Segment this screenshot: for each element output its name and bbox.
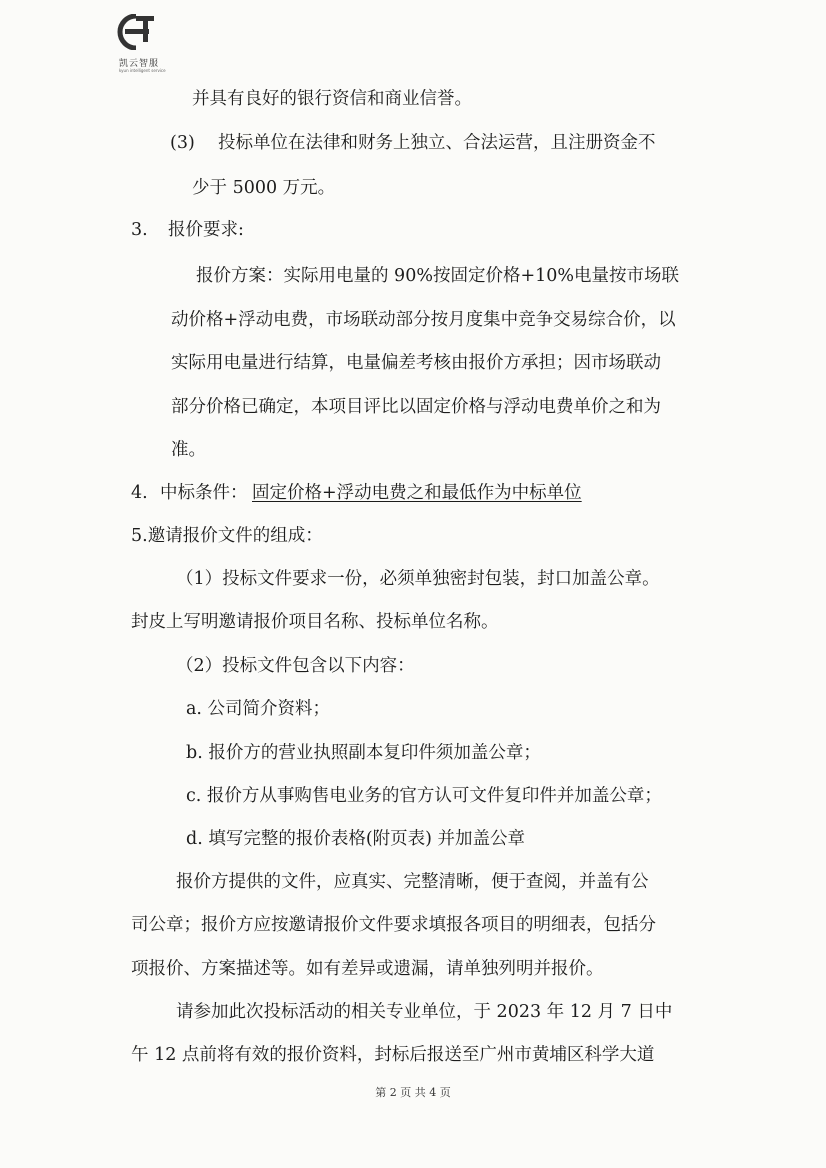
text-line: 动价格+浮动电费，市场联动部分按月度集中竞争交易综合价，以: [171, 310, 676, 330]
text-line: 并具有良好的银行资信和商业信誉。: [192, 89, 472, 109]
text-line: 封皮上写明邀请报价项目名称、投标单位名称。: [131, 612, 499, 632]
text-line: 准。: [171, 440, 206, 460]
logo-name-en: kyun intelligent service: [119, 68, 166, 73]
text-line: 投标单位在法律和财务上独立、合法运营，且注册资金不: [218, 133, 656, 153]
text-line: 司公章；报价方应按邀请报价文件要求填报各项目的明细表，包括分: [131, 915, 656, 935]
text-line: 报价方案：实际用电量的 90%按固定价格+10%电量按市场联: [196, 266, 680, 286]
company-logo: [116, 14, 172, 73]
logo-name-cn: 凯云智服: [119, 59, 160, 69]
list-item: a. 公司简介资料；: [186, 699, 331, 719]
list-number: (3): [170, 133, 195, 153]
text-line: 报价方提供的文件，应真实、完整清晰，便于查阅，并盖有公: [176, 872, 649, 892]
text-line: 午 12 点前将有效的报价资料，封标后报送至广州市黄埔区科学大道: [131, 1045, 655, 1065]
list-item: b. 报价方的营业执照副本复印件须加盖公章；: [186, 743, 541, 763]
section-heading: 报价要求:: [168, 220, 244, 240]
text-line: 部分价格已确定，本项目评比以固定价格与浮动电费单价之和为: [171, 397, 661, 417]
page-footer: 第 2 页 共 4 页: [375, 1086, 451, 1099]
winning-condition-text: 固定价格+浮动电费之和最低作为中标单位: [252, 483, 582, 503]
logo-mark-icon: [116, 14, 156, 50]
list-item: c. 报价方从事购售电业务的官方认可文件复印件并加盖公章；: [186, 786, 662, 806]
section-heading: 中标条件：: [160, 483, 248, 503]
text-line: 实际用电量进行结算，电量偏差考核由报价方承担；因市场联动: [171, 353, 661, 373]
text-line: 少于 5000 万元。: [192, 178, 336, 198]
section-number: 3.: [131, 220, 148, 240]
text-line: 项报价、方案描述等。如有差异或遗漏，请单独列明并报价。: [131, 959, 604, 979]
section-heading: 5.邀请报价文件的组成：: [131, 526, 323, 546]
section-number: 4.: [131, 483, 148, 503]
list-item: d. 填写完整的报价表格(附页表) 并加盖公章: [186, 829, 526, 849]
text-line: （1）投标文件要求一份，必须单独密封包装，封口加盖公章。: [176, 569, 660, 589]
text-line: （2）投标文件包含以下内容：: [176, 656, 415, 676]
text-line: 请参加此次投标活动的相关专业单位，于 2023 年 12 月 7 日中: [176, 1002, 673, 1022]
